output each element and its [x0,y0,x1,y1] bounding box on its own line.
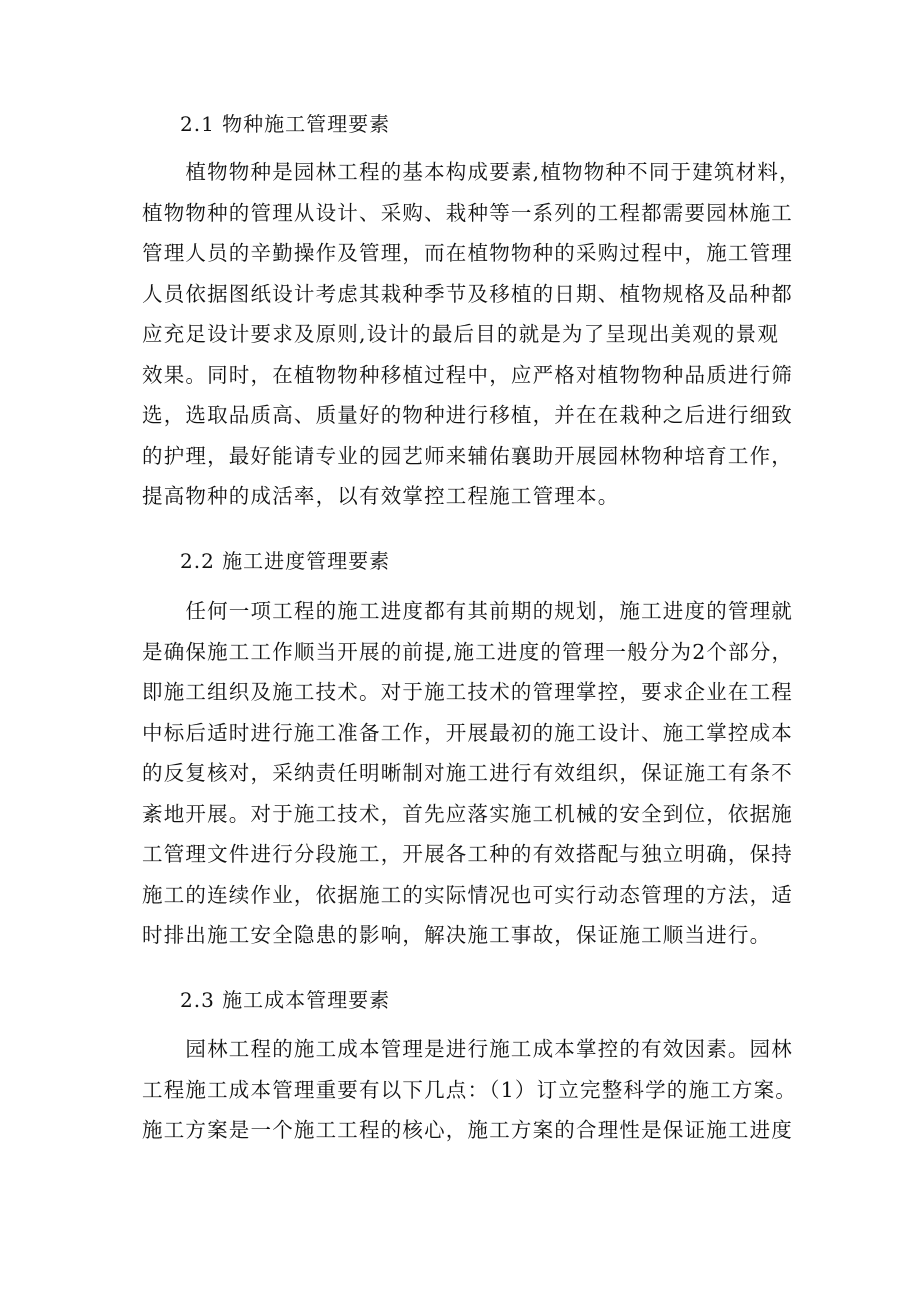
paragraph-line: 的反复核对，采纳责任明晰制对施工进行有效组织，保证施工有条不 [142,761,793,785]
paragraph-line: 提高物种的成活率，以有效掌控工程施工管理本。 [142,484,620,508]
paragraph-line: 紊地开展。对于施工技术，首先应落实施工机械的安全到位，依据施 [142,801,793,826]
paragraph-line: 施工方案是一个施工工程的核心，施工方案的合理性是保证施工进度 [142,1118,793,1142]
paragraph-line: 植物物种是园林工程的基本构成要素,植物物种不同于建筑材料， [142,160,801,184]
paragraph-line: 即施工组织及施工技术。对于施工技术的管理掌控，要求企业在工程 [142,680,793,704]
paragraph-line: 效果。同时，在植物物种移植过程中，应严格对植物物种品质进行筛 [142,362,793,387]
paragraph-line: 的护理，最好能请专业的园艺师来辅佑襄助开展园林物种培育工作， [142,443,793,468]
paragraph-line: 任何一项工程的施工进度都有其前期的规划，施工进度的管理就 [142,599,793,623]
paragraph-line: 工程施工成本管理重要有以下几点：（1）订立完整科学的施工方案。 [142,1077,797,1102]
section-heading-2-3: 2.3 施工成本管理要素 [180,988,391,1012]
section-paragraph-2-3 [142,1029,802,1151]
paragraph-line: 中标后适时进行施工准备工作，开展最初的施工设计、施工掌控成本 [142,720,793,745]
section-heading-2-2: 2.2 施工进度管理要素 [180,549,391,573]
paragraph-line: 选，选取品质高、质量好的物种进行移植，并在在栽种之后进行细致 [142,403,793,427]
section-paragraph-2-2 [142,591,802,956]
section-heading-2-1: 2.1 物种施工管理要素 [180,112,391,136]
paragraph-line: 园林工程的施工成本管理是进行施工成本掌控的有效因素。园林 [142,1037,793,1061]
paragraph-line: 施工的连续作业，依据施工的实际情况也可实行动态管理的方法，适 [142,882,793,907]
paragraph-line: 应充足设计要求及原则,设计的最后目的就是为了呈现出美观的景观 [142,322,780,346]
paragraph-line: 植物物种的管理从设计、采购、栽种等一系列的工程都需要园林施工 [142,200,793,225]
paragraph-line: 工管理文件进行分段施工，开展各工种的有效搭配与独立明确，保持 [142,842,793,866]
paragraph-line: 人员依据图纸设计考虑其栽种季节及移植的日期、植物规格及品种都 [142,281,793,306]
paragraph-line: 管理人员的辛勤操作及管理，而在植物物种的采购过程中，施工管理 [142,241,793,265]
section-paragraph-2-1 [142,152,802,517]
paragraph-line: 是确保施工工作顺当开展的前提,施工进度的管理一般分为2个部分， [142,639,794,664]
paragraph-line: 时排出施工安全隐患的影响，解决施工事故，保证施工顺当进行。 [142,923,772,947]
